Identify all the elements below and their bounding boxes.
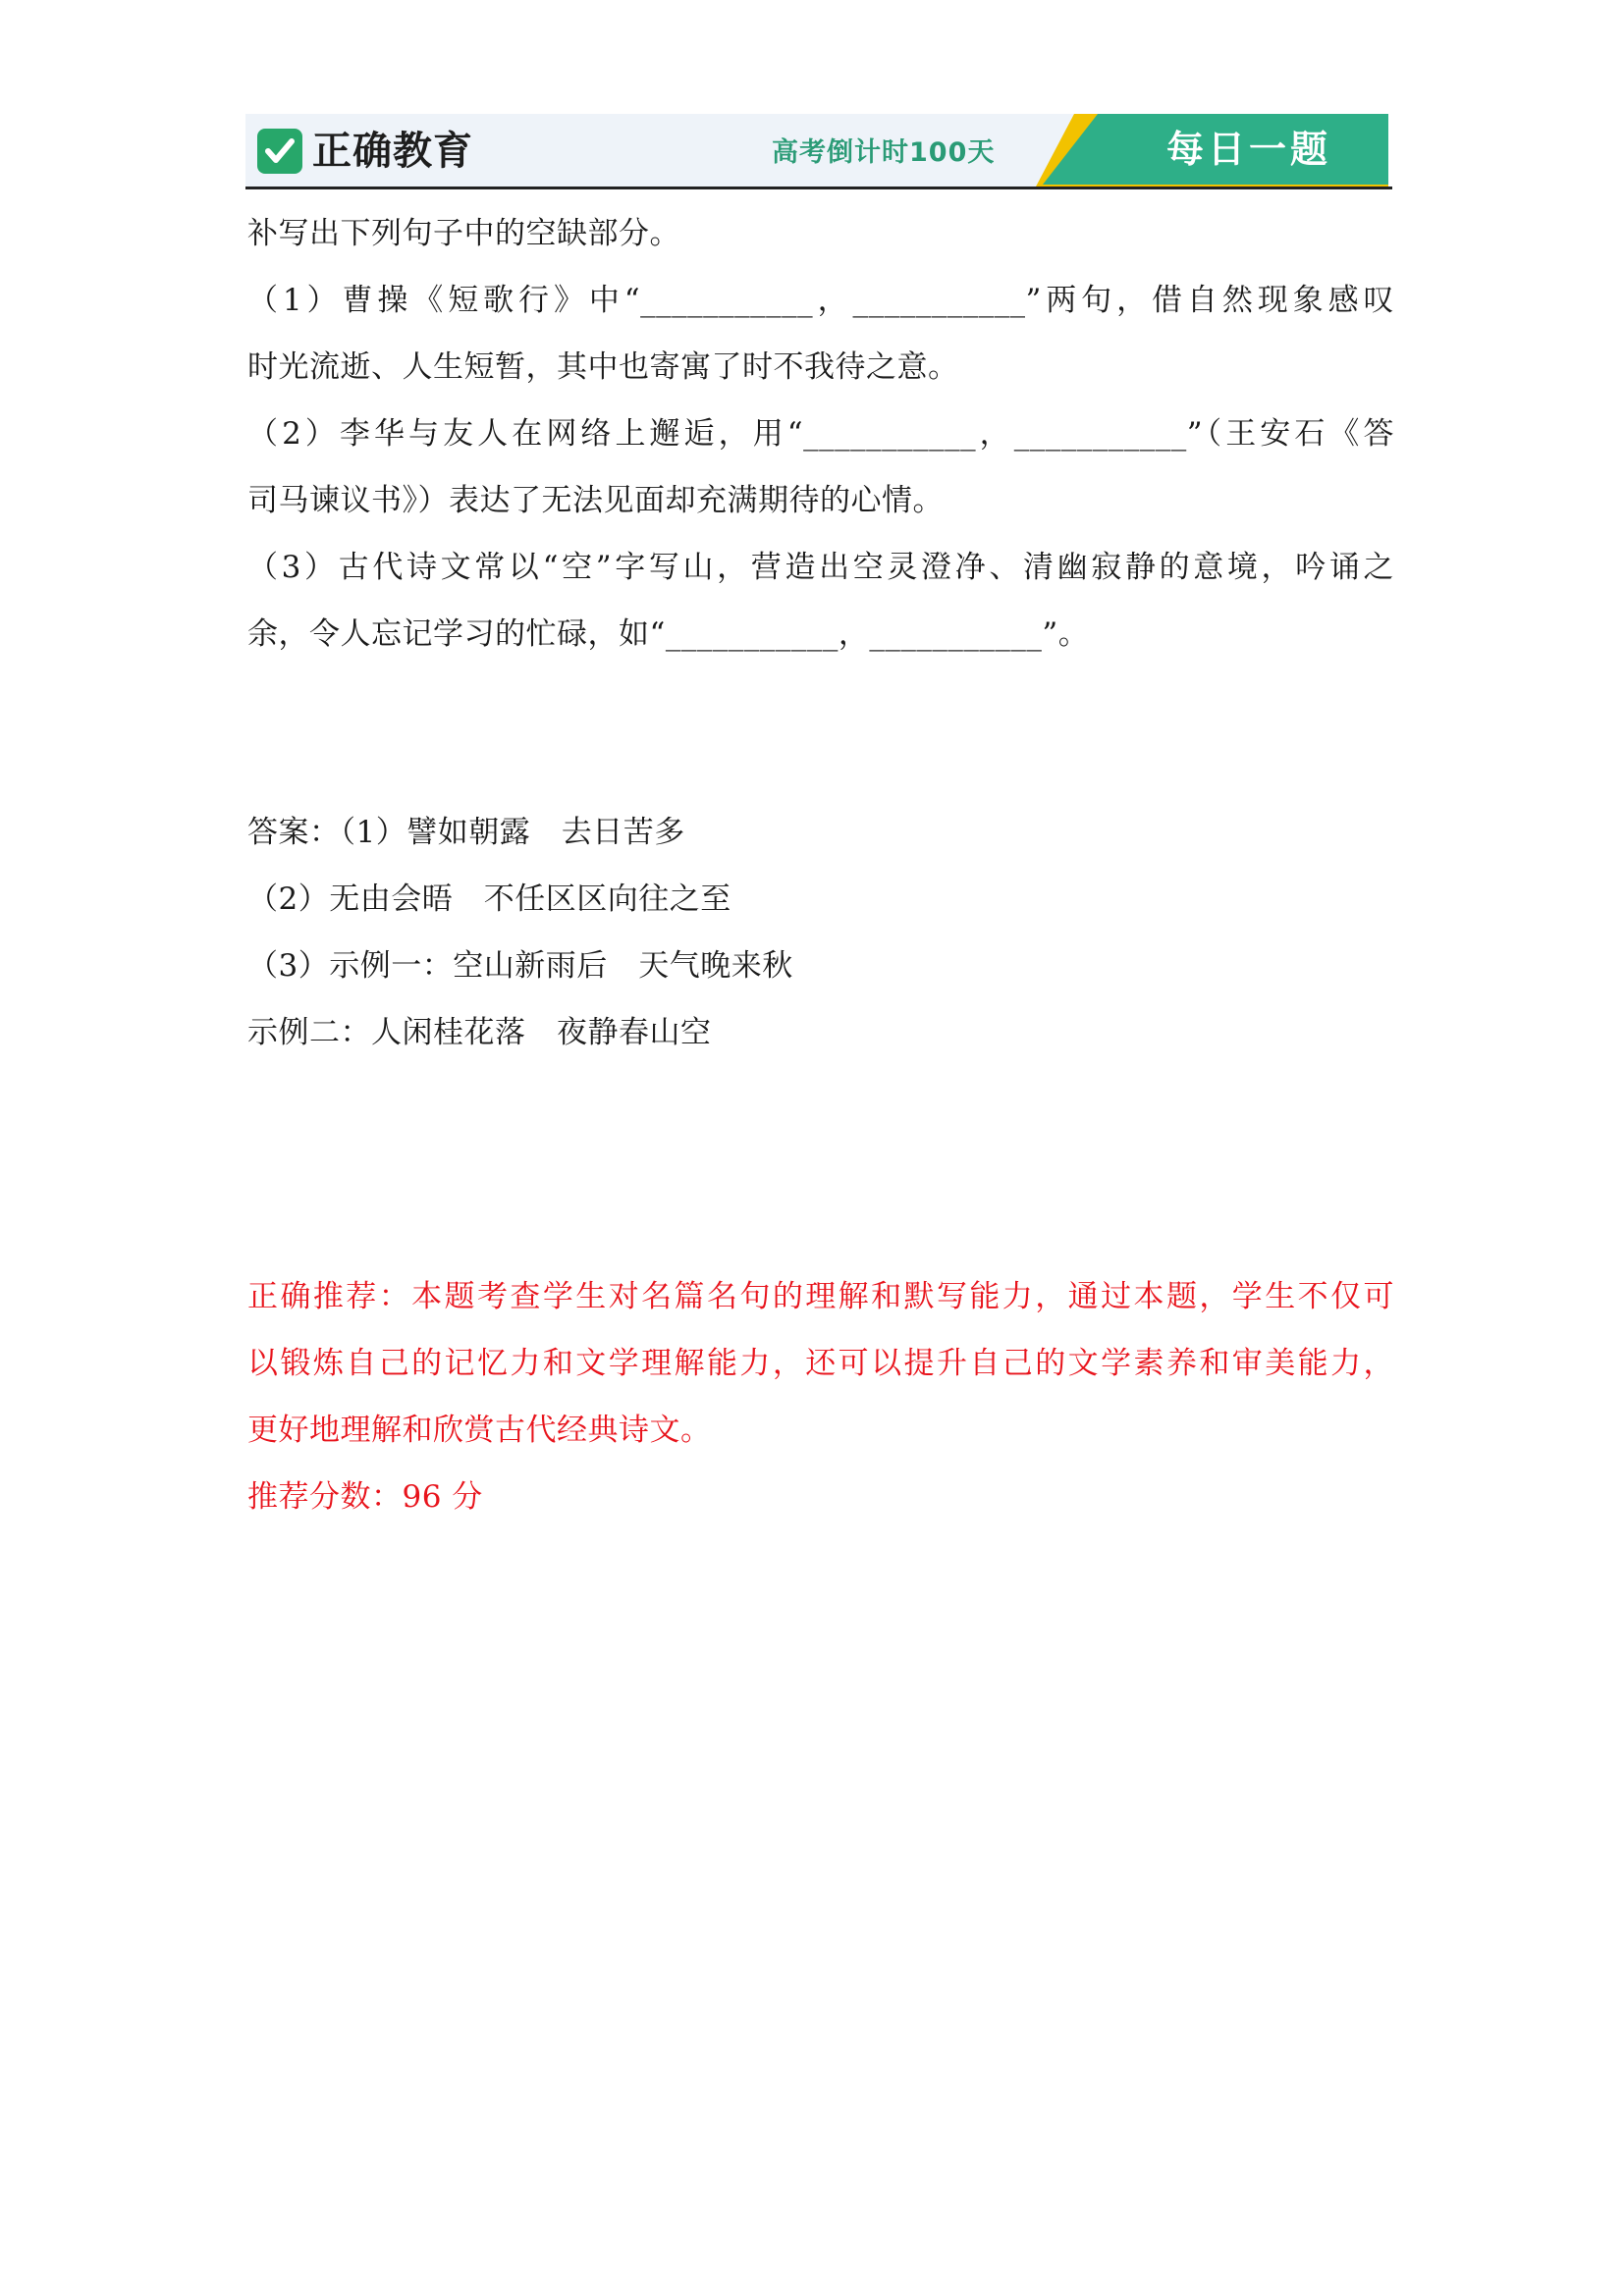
question-line: 时光流逝、人生短暂，其中也寄寓了时不我待之意。 (247, 349, 959, 385)
daily-question-label: 每日一题 (1165, 128, 1331, 171)
brand-logo (257, 126, 473, 177)
question-line: 司马谏议书》）表达了无法见面却充满期待的心情。 (247, 483, 944, 518)
brand-name: 正确教育 (312, 129, 473, 174)
answer-line: （2）无由会晤 不任区区向往之至 (247, 881, 731, 917)
recommendation-line: 更好地理解和欣赏古代经典诗文。 (247, 1413, 712, 1448)
spacer (247, 1066, 1394, 1263)
question-instruction: 补写出下列句子中的空缺部分。 (247, 216, 680, 251)
recommendation-score: 推荐分数：96 分 (247, 1479, 483, 1515)
checkmark-icon (257, 129, 302, 174)
recommendation-line: 以锻炼自己的记忆力和文学理解能力，还可以提升自己的文学素养和审美能力， (247, 1346, 1394, 1381)
document-body (247, 200, 1394, 1530)
question-line: （2）李华与友人在网络上邂逅，用“___________，___________”（王安石《答 (247, 416, 1394, 452)
question-line: （3）古代诗文常以“空”字写山，营造出空灵澄净、清幽寂静的意境，吟诵之 (247, 550, 1394, 585)
header-banner (245, 114, 1388, 188)
question-line: 余，令人忘记学习的忙碌，如“___________，___________”。 (247, 616, 1090, 652)
header-divider (245, 187, 1392, 189)
spacer (247, 667, 1394, 799)
countdown-text: 高考倒计时100天 (772, 137, 996, 168)
question-line: （1）曹操《短歌行》中“___________，___________”两句，借自然现象感叹 (247, 283, 1394, 318)
answer-line: 示例二：人闲桂花落 夜静春山空 (247, 1015, 712, 1050)
daily-ribbon (1035, 114, 1388, 188)
answer-line: （3）示例一：空山新雨后 天气晚来秋 (247, 948, 793, 984)
recommendation-line: 正确推荐：本题考查学生对名篇名句的理解和默写能力，通过本题，学生不仅可 (247, 1279, 1394, 1314)
answer-line: 答案：（1）譬如朝露 去日苦多 (247, 815, 685, 850)
